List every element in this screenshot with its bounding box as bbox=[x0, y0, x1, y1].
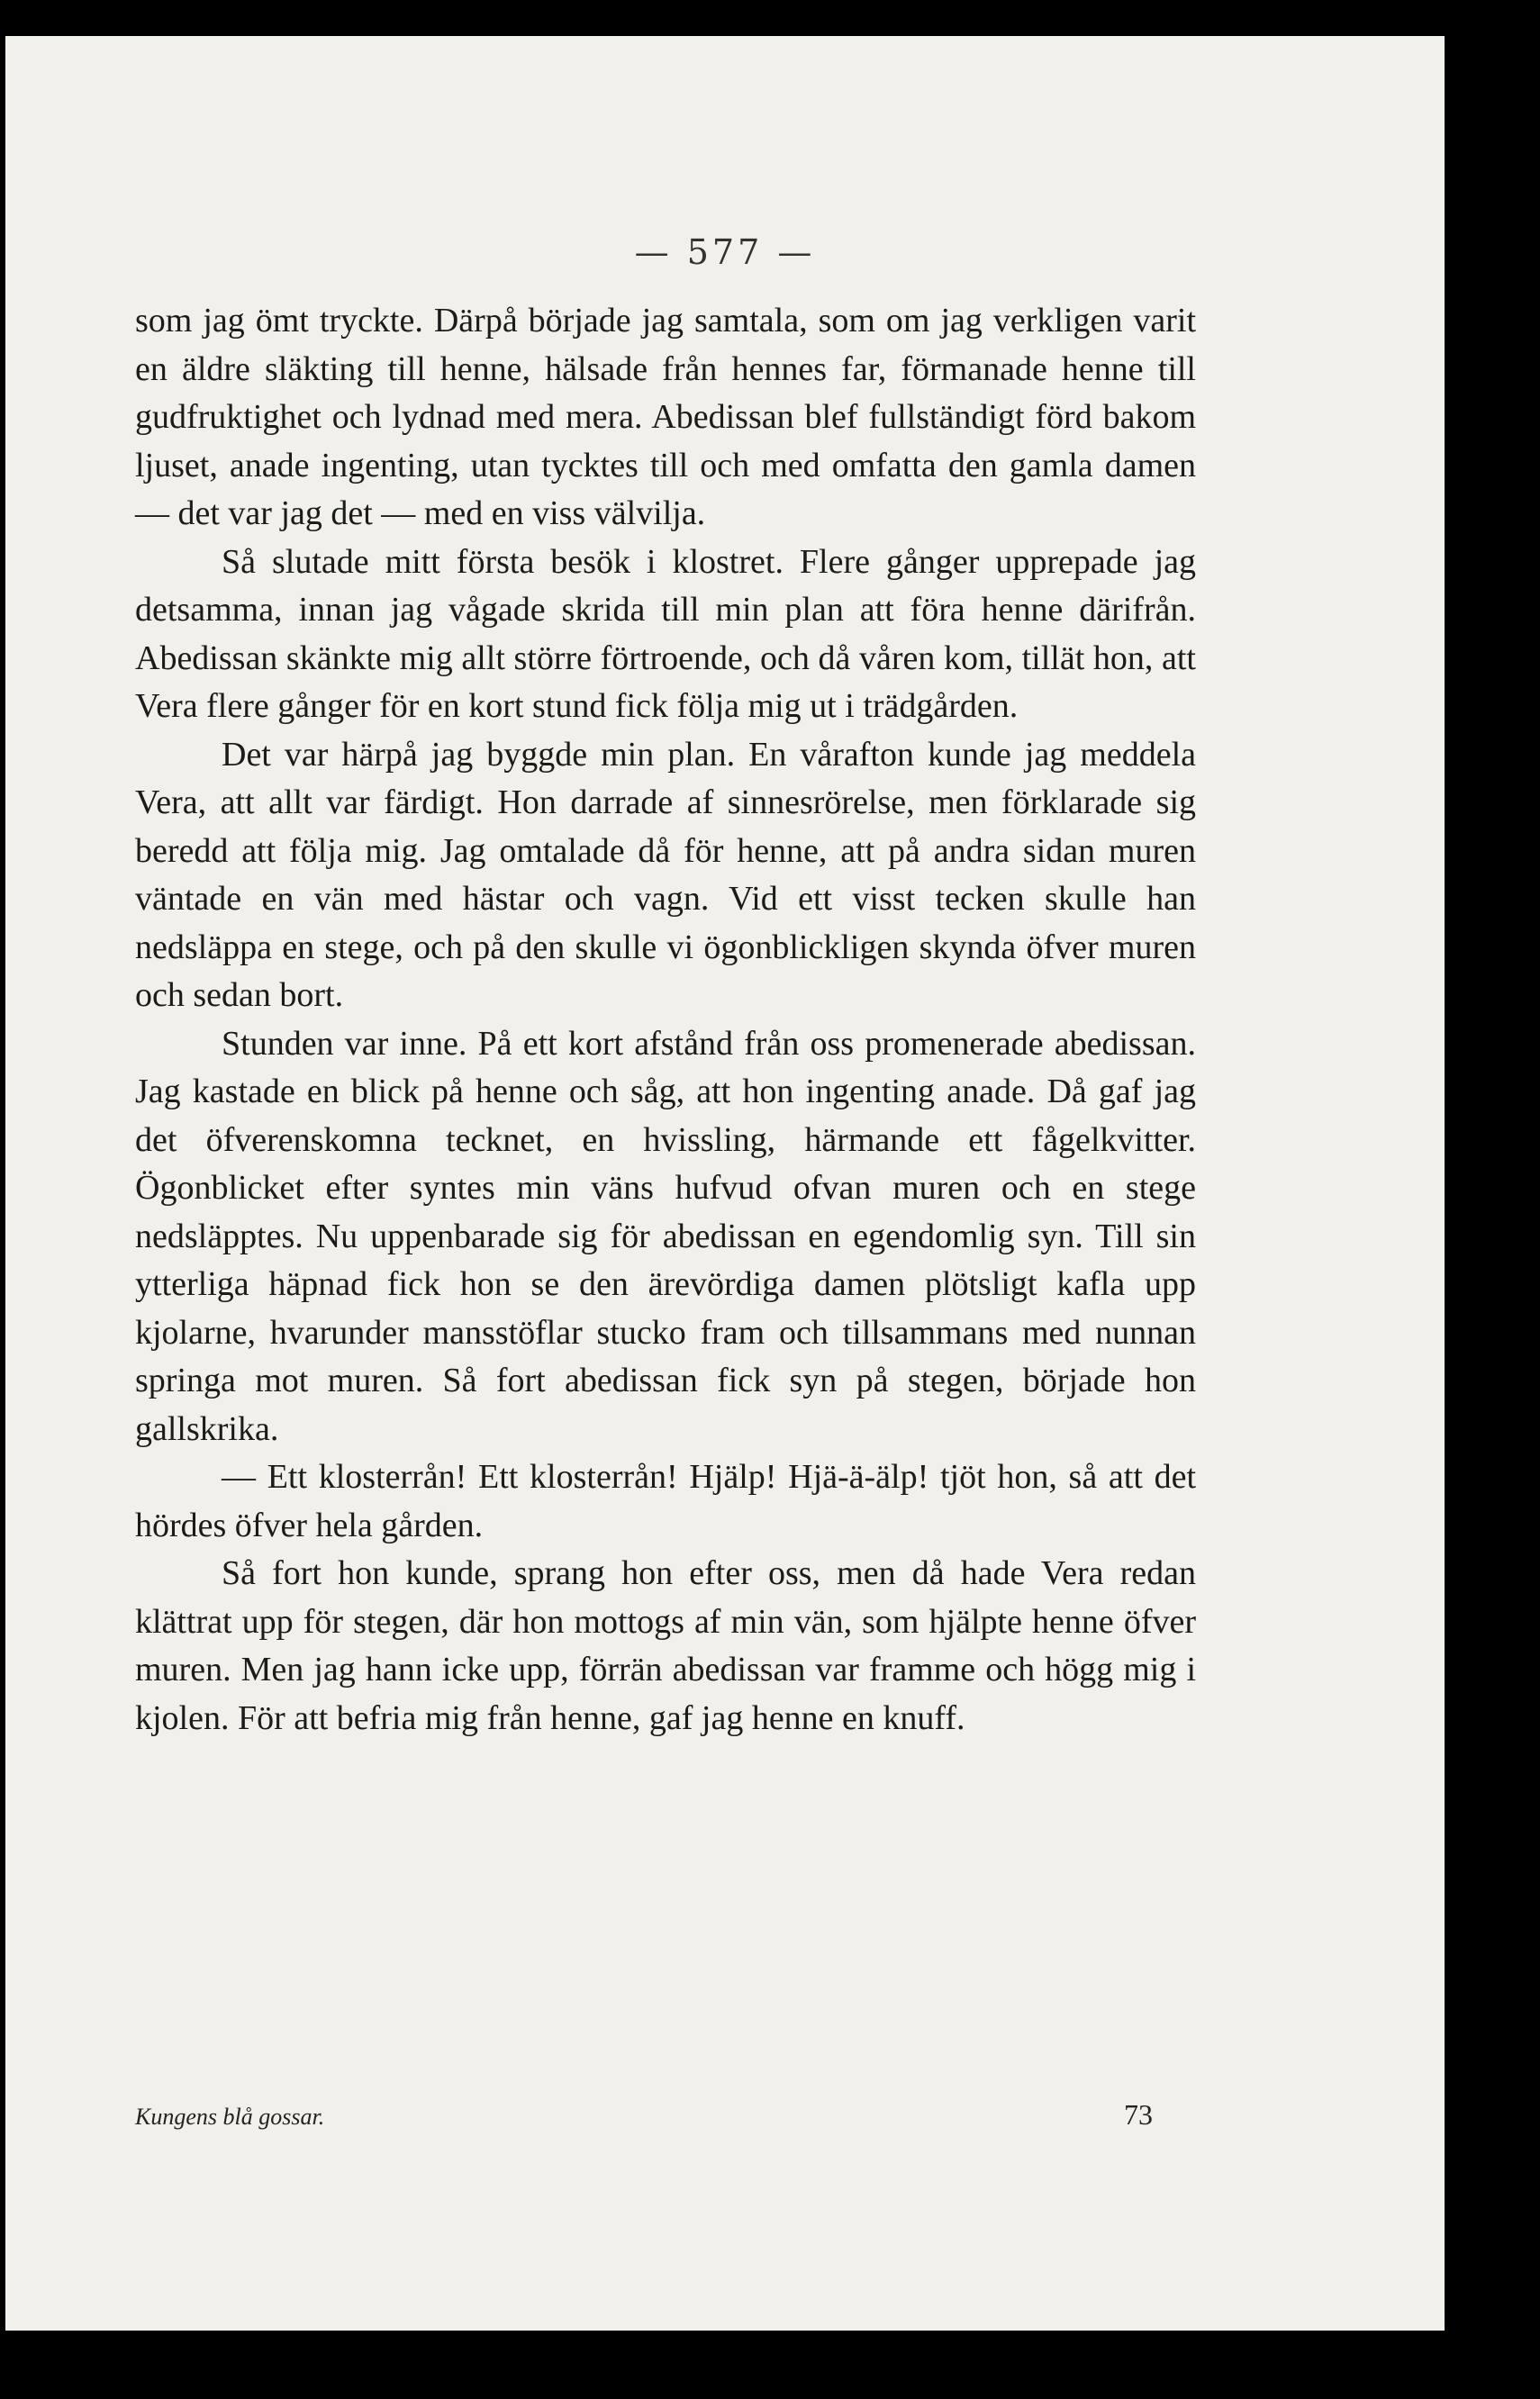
paragraph: Så fort hon kunde, sprang hon efter oss, men då hade Vera redan klättrat upp för stegen, där hon mottogs af min vän, som hjälpte henne öfver muren. Men jag hann icke upp, förrän abedissan var framme och högg mig i kjolen. För att befria mig från henne, gaf jag henne en knuff. bbox=[135, 1554, 1196, 1737]
paragraph: — Ett klosterrån! Ett klosterrån! Hjälp! Hjä-ä-älp! tjöt hon, så att det hördes öfver hela gården. bbox=[135, 1458, 1196, 1544]
paragraph: som jag ömt tryckte. Därpå började jag samtala, som om jag verkligen varit en äldre släkting till henne, hälsade från hennes far, förmanade henne till gudfruktighet och lydnad med mera. Abedissan blef fullständigt förd bakom ljuset, anade ingenting, utan tycktes till och med omfatta den gamla damen — det var jag det — med en viss välvilja. bbox=[135, 302, 1196, 532]
paragraph: Det var härpå jag byggde min plan. En vårafton kunde jag meddela Vera, att allt var färdigt. Hon darrade af sinnesrörelse, men förklarade sig beredd att följa mig. Jag omtalade då för henne, att på andra sidan muren väntade en vän med hästar och vagn. Vid ett visst tecken skulle han nedsläppa en stege, och på den skulle vi ögonblickligen skynda öfver muren och sedan bort. bbox=[135, 735, 1196, 1014]
book-title-footer: Kungens blå gossar. bbox=[135, 2104, 325, 2130]
body-text bbox=[135, 297, 1196, 1743]
paragraph: Så slutade mitt första besök i klostret. Flere gånger upprepade jag detsamma, innan jag vågade skrida till min plan att föra henne därifrån. Abedissan skänkte mig allt större förtroende, och då våren kom, tillät hon, att Vera flere gånger för en kort stund fick följa mig ut i trädgården. bbox=[135, 542, 1196, 725]
page-number: — 577 — bbox=[634, 232, 816, 272]
signature-mark: 73 bbox=[1124, 2098, 1153, 2131]
paragraph: Stunden var inne. På ett kort afstånd från oss promenerade abedissan. Jag kastade en blick på henne och såg, att hon ingenting anade. Då gaf jag det öfverenskomna tecknet, en hvissling, härmande ett fågelkvitter. Ögonblicket efter syntes min väns hufvud ofvan muren och en stege nedsläpptes. Nu uppenbarade sig för abedissan en egendomlig syn. Till sin ytterliga häpnad fick hon se den ärevördiga damen plötsligt kafla upp kjolarne, hvarunder mansstöflar stucko fram och tillsammans med nunnan springa mot muren. Så fort abedissan fick syn på stegen, började hon gallskrika. bbox=[135, 1024, 1196, 1448]
book-page bbox=[5, 36, 1445, 2331]
page-footer bbox=[135, 2098, 1153, 2132]
